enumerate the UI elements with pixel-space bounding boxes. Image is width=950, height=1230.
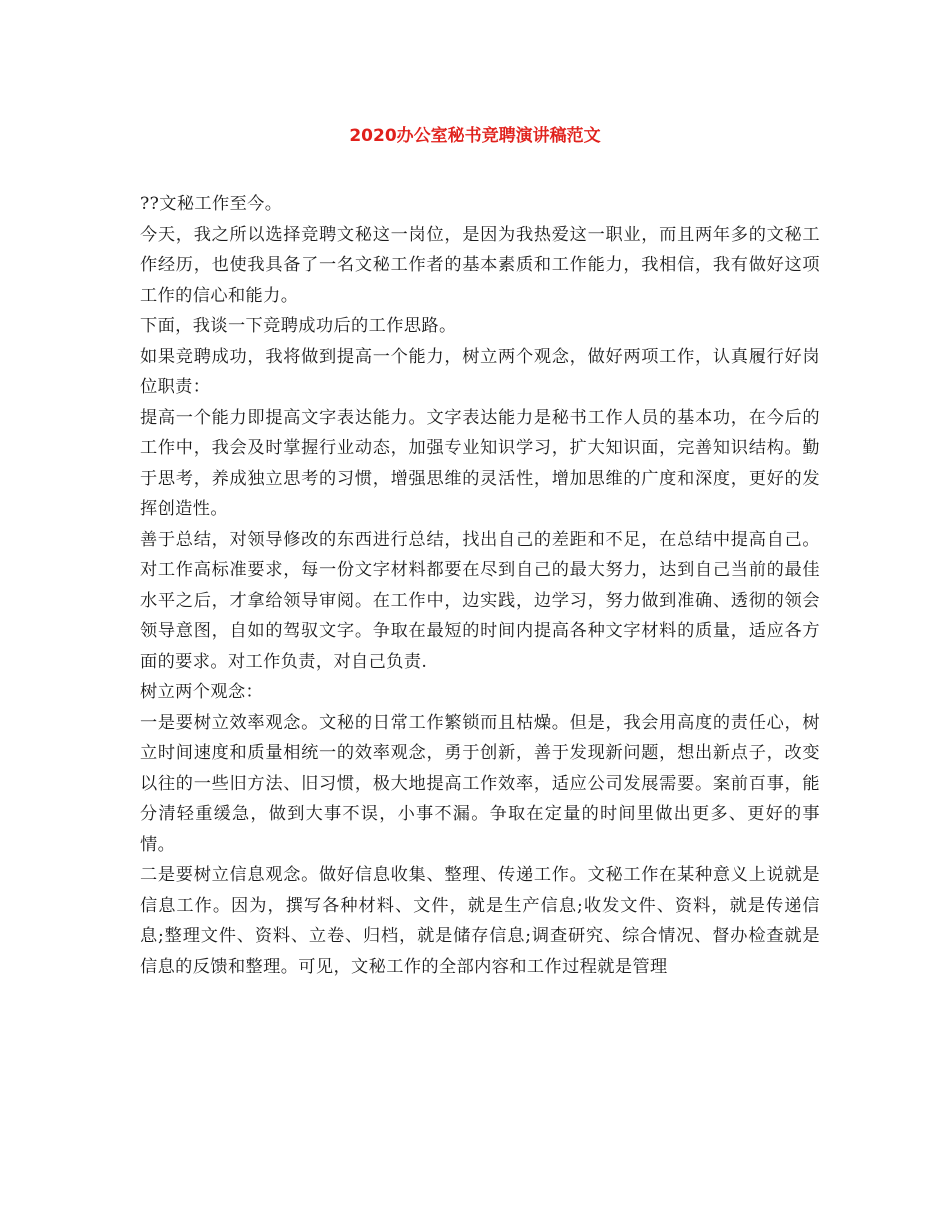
paragraph-summarize: 善于总结，对领导修改的东西进行总结，找出自己的差距和不足，在总结中提高自己。对工作高标准要求，每一份文字材料都要在尽到自己的最大努力，达到自己当前的最佳水平之后，才拿给领导审阅。在工作中，边实践，边学习，努力做到准确、透彻的领会领导意图，自如的驾驭文字。争取在最短的时间内提高各种文字材料的质量，适应各方面的要求。对工作负责，对自己负责. xyxy=(140,529,820,672)
paragraph-two-concepts: 树立两个观念： xyxy=(140,682,264,702)
paragraph-intro: ??文秘工作至今。 xyxy=(140,194,283,214)
paragraph-writing-ability: 提高一个能力即提高文字表达能力。文字表达能力是秘书工作人员的基本功，在今后的工作中，我会及时掌握行业动态，加强专业知识学习，扩大知识面，完善知识结构。勤于思考，养成独立思考的习惯，增强思维的灵活性，增加思维的广度和深度，更好的发挥创造性。 xyxy=(140,407,820,519)
paragraph-work-plan: 下面，我谈一下竞聘成功后的工作思路。 xyxy=(140,316,457,336)
paragraph-motivation: 今天，我之所以选择竞聘文秘这一岗位，是因为我热爱这一职业，而且两年多的文秘工作经历，也使我具备了一名文秘工作者的基本素质和工作能力，我相信，我有做好这项工作的信心和能力。 xyxy=(140,224,820,306)
paragraph-commitments: 如果竞聘成功，我将做到提高一个能力，树立两个观念，做好两项工作，认真履行好岗位职责： xyxy=(140,346,820,397)
document-title: 2020办公室秘书竞聘演讲稿范文 xyxy=(349,126,601,146)
document-body xyxy=(140,189,820,982)
paragraph-information: 二是要树立信息观念。做好信息收集、整理、传递工作。文秘工作在某种意义上说就是信息工作。因为，撰写各种材料、文件，就是生产信息;收发文件、资料，就是传递信息;整理文件、资料、立卷、归档，就是储存信息;调查研究、综合情况、督办检查就是信息的反馈和整理。可见，文秘工作的全部内容和工作过程就是管理 xyxy=(140,865,820,977)
paragraph-efficiency: 一是要树立效率观念。文秘的日常工作繁锁而且枯燥。但是，我会用高度的责任心，树立时间速度和质量相统一的效率观念，勇于创新，善于发现新问题，想出新点子，改变以往的一些旧方法、旧习惯，极大地提高工作效率，适应公司发展需要。案前百事，能分清轻重缓急，做到大事不误，小事不漏。争取在定量的时间里做出更多、更好的事情。 xyxy=(140,712,820,855)
